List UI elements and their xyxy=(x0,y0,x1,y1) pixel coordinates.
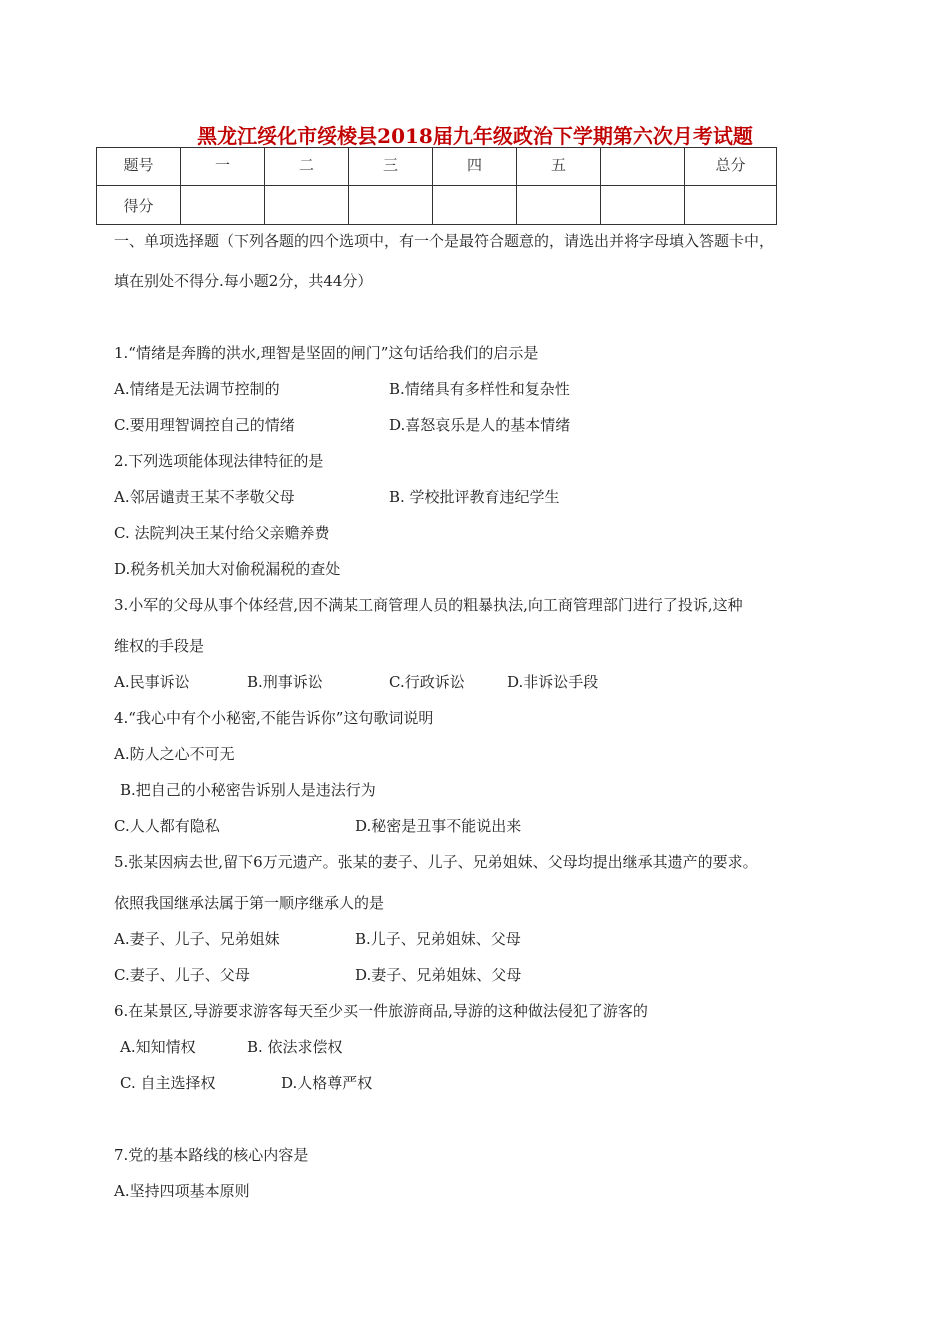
score-header-cell: 五 xyxy=(517,148,601,186)
score-entry-cell xyxy=(181,186,265,225)
question-6-option-b: B. 依法求偿权 xyxy=(247,1038,343,1056)
question-2-option-b: B. 学校批评教育违纪学生 xyxy=(389,488,560,506)
question-5-option-b: B.儿子、兄弟姐妹、父母 xyxy=(355,930,521,948)
question-2-option-d: D.税务机关加大对偷税漏税的查处 xyxy=(114,560,341,578)
question-1-option-c: C.要用理智调控自己的情绪 xyxy=(114,416,295,434)
question-6-stem: 6.在某景区,导游要求游客每天至少买一件旅游商品,导游的这种做法侵犯了游客的 xyxy=(114,1002,648,1020)
question-4-stem: 4.“我心中有个小秘密,不能告诉你”这句歌词说明 xyxy=(114,709,434,727)
score-entry-cell xyxy=(265,186,349,225)
document-title: 黑龙江绥化市绥棱县2018届九年级政治下学期第六次月考试题 xyxy=(197,124,753,148)
score-header-cell: 题号 xyxy=(97,148,181,186)
score-table-score-row xyxy=(97,186,777,225)
question-2-option-a: A.邻居谴责王某不孝敬父母 xyxy=(114,488,295,506)
question-5-option-a: A.妻子、儿子、兄弟姐妹 xyxy=(114,930,280,948)
question-3-option-d: D.非诉讼手段 xyxy=(507,673,599,691)
question-3-option-b: B.刑事诉讼 xyxy=(247,673,323,691)
question-2-option-c: C. 法院判决王某付给父亲赡养费 xyxy=(114,524,330,542)
score-entry-cell xyxy=(517,186,601,225)
question-7-stem: 7.党的基本路线的核心内容是 xyxy=(114,1146,309,1164)
question-5-stem-line2: 依照我国继承法属于第一顺序继承人的是 xyxy=(114,894,385,912)
score-header-cell: 二 xyxy=(265,148,349,186)
question-6-option-d: D.人格尊严权 xyxy=(281,1074,373,1092)
question-1-option-d: D.喜怒哀乐是人的基本情绪 xyxy=(389,416,571,434)
question-6-option-a: A.知知情权 xyxy=(120,1038,196,1056)
question-5-option-d: D.妻子、兄弟姐妹、父母 xyxy=(355,966,522,984)
score-header-cell: 总分 xyxy=(685,148,777,186)
score-header-cell: 四 xyxy=(433,148,517,186)
score-table-header-row xyxy=(97,148,777,186)
question-3-stem-line2: 维权的手段是 xyxy=(114,637,205,655)
score-entry-cell xyxy=(433,186,517,225)
score-label-cell: 得分 xyxy=(97,186,181,225)
score-table xyxy=(96,147,777,225)
score-header-cell xyxy=(601,148,685,186)
score-entry-cell xyxy=(685,186,777,225)
question-1-stem: 1.“情绪是奔腾的洪水,理智是坚固的闸门”这句话给我们的启示是 xyxy=(114,344,539,362)
question-7-option-a: A.坚持四项基本原则 xyxy=(114,1182,250,1200)
question-3-option-c: C.行政诉讼 xyxy=(389,673,465,691)
question-4-option-b: B.把自己的小秘密告诉别人是违法行为 xyxy=(120,781,376,799)
question-5-stem-line1: 5.张某因病去世,留下6万元遗产。张某的妻子、儿子、兄弟姐妹、父母均提出继承其遗产的要求。 xyxy=(114,853,758,871)
score-entry-cell xyxy=(601,186,685,225)
question-4-option-d: D.秘密是丑事不能说出来 xyxy=(355,817,522,835)
question-1-option-a: A.情绪是无法调节控制的 xyxy=(114,380,280,398)
section-instructions-line1: 一、单项选择题（下列各题的四个选项中，有一个是最符合题意的，请选出并将字母填入答题卡中， xyxy=(114,232,775,250)
question-2-stem: 2.下列选项能体现法律特征的是 xyxy=(114,452,324,470)
section-instructions-line2: 填在别处不得分.每小题2分，共44分） xyxy=(114,272,373,290)
question-3-stem-line1: 3.小军的父母从事个体经营,因不满某工商管理人员的粗暴执法,向工商管理部门进行了投诉,这种 xyxy=(114,596,743,614)
question-1-option-b: B.情绪具有多样性和复杂性 xyxy=(389,380,570,398)
question-4-option-a: A.防人之心不可无 xyxy=(114,745,235,763)
question-3-option-a: A.民事诉讼 xyxy=(114,673,190,691)
score-header-cell: 三 xyxy=(349,148,433,186)
score-header-cell: 一 xyxy=(181,148,265,186)
question-5-option-c: C.妻子、儿子、父母 xyxy=(114,966,250,984)
question-6-option-c: C. 自主选择权 xyxy=(120,1074,216,1092)
score-entry-cell xyxy=(349,186,433,225)
question-4-option-c: C.人人都有隐私 xyxy=(114,817,220,835)
